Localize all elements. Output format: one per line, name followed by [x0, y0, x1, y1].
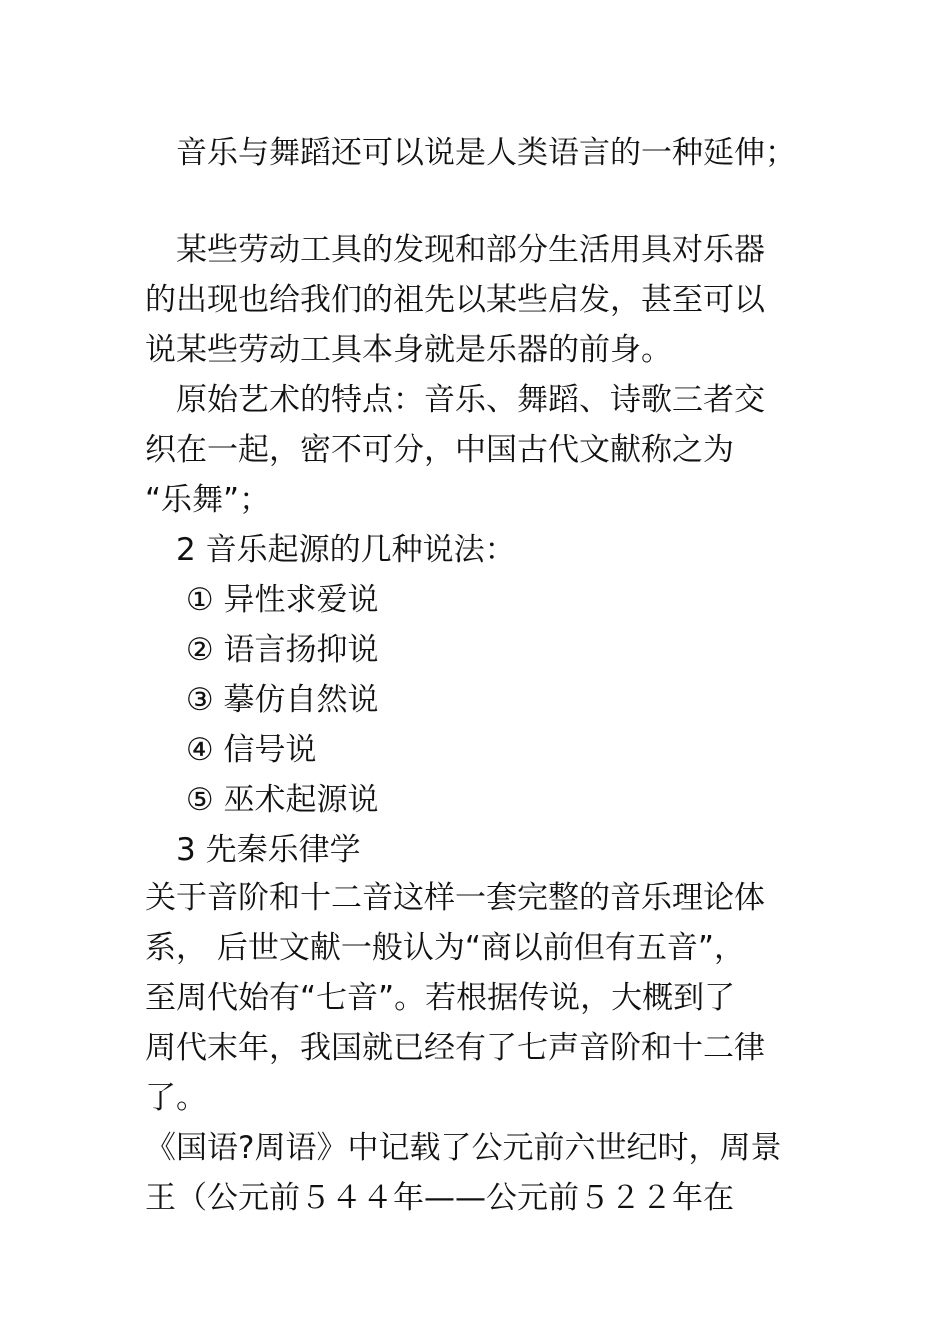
text-line: 织在一起，密不可分，中国古代文献称之为	[145, 432, 734, 468]
section-heading: 2 音乐起源的几种说法：	[145, 532, 516, 568]
text-line: 至周代始有“七音”。若根据传说，大概到了	[145, 980, 736, 1016]
text-line: 原始艺术的特点：音乐、舞蹈、诗歌三者交	[145, 382, 765, 418]
text-line: 王（公元前５４４年——公元前５２２年在	[145, 1180, 734, 1216]
text-line: 《国语?周语》中记载了公元前六世纪时，周景	[145, 1130, 782, 1166]
section-heading: 3 先秦乐律学	[145, 832, 361, 868]
text-line: 音乐与舞蹈还可以说是人类语言的一种延伸；	[145, 135, 796, 171]
text-line: 了。	[145, 1080, 207, 1116]
list-item: ④ 信号说	[145, 732, 317, 768]
list-item: ① 异性求爱说	[145, 582, 379, 618]
text-line: 周代末年，我国就已经有了七声音阶和十二律	[145, 1030, 765, 1066]
text-line: 关于音阶和十二音这样一套完整的音乐理论体	[145, 880, 765, 916]
list-item: ③ 摹仿自然说	[145, 682, 379, 718]
list-item: ② 语言扬抑说	[145, 632, 379, 668]
text-line: 系， 后世文献一般认为“商以前但有五音”，	[145, 930, 745, 966]
text-line: 说某些劳动工具本身就是乐器的前身。	[145, 332, 672, 368]
text-line: 的出现也给我们的祖先以某些启发，甚至可以	[145, 282, 765, 318]
text-line: 某些劳动工具的发现和部分生活用具对乐器	[145, 232, 765, 268]
list-item: ⑤ 巫术起源说	[145, 782, 379, 818]
text-line: “乐舞”；	[145, 482, 271, 518]
